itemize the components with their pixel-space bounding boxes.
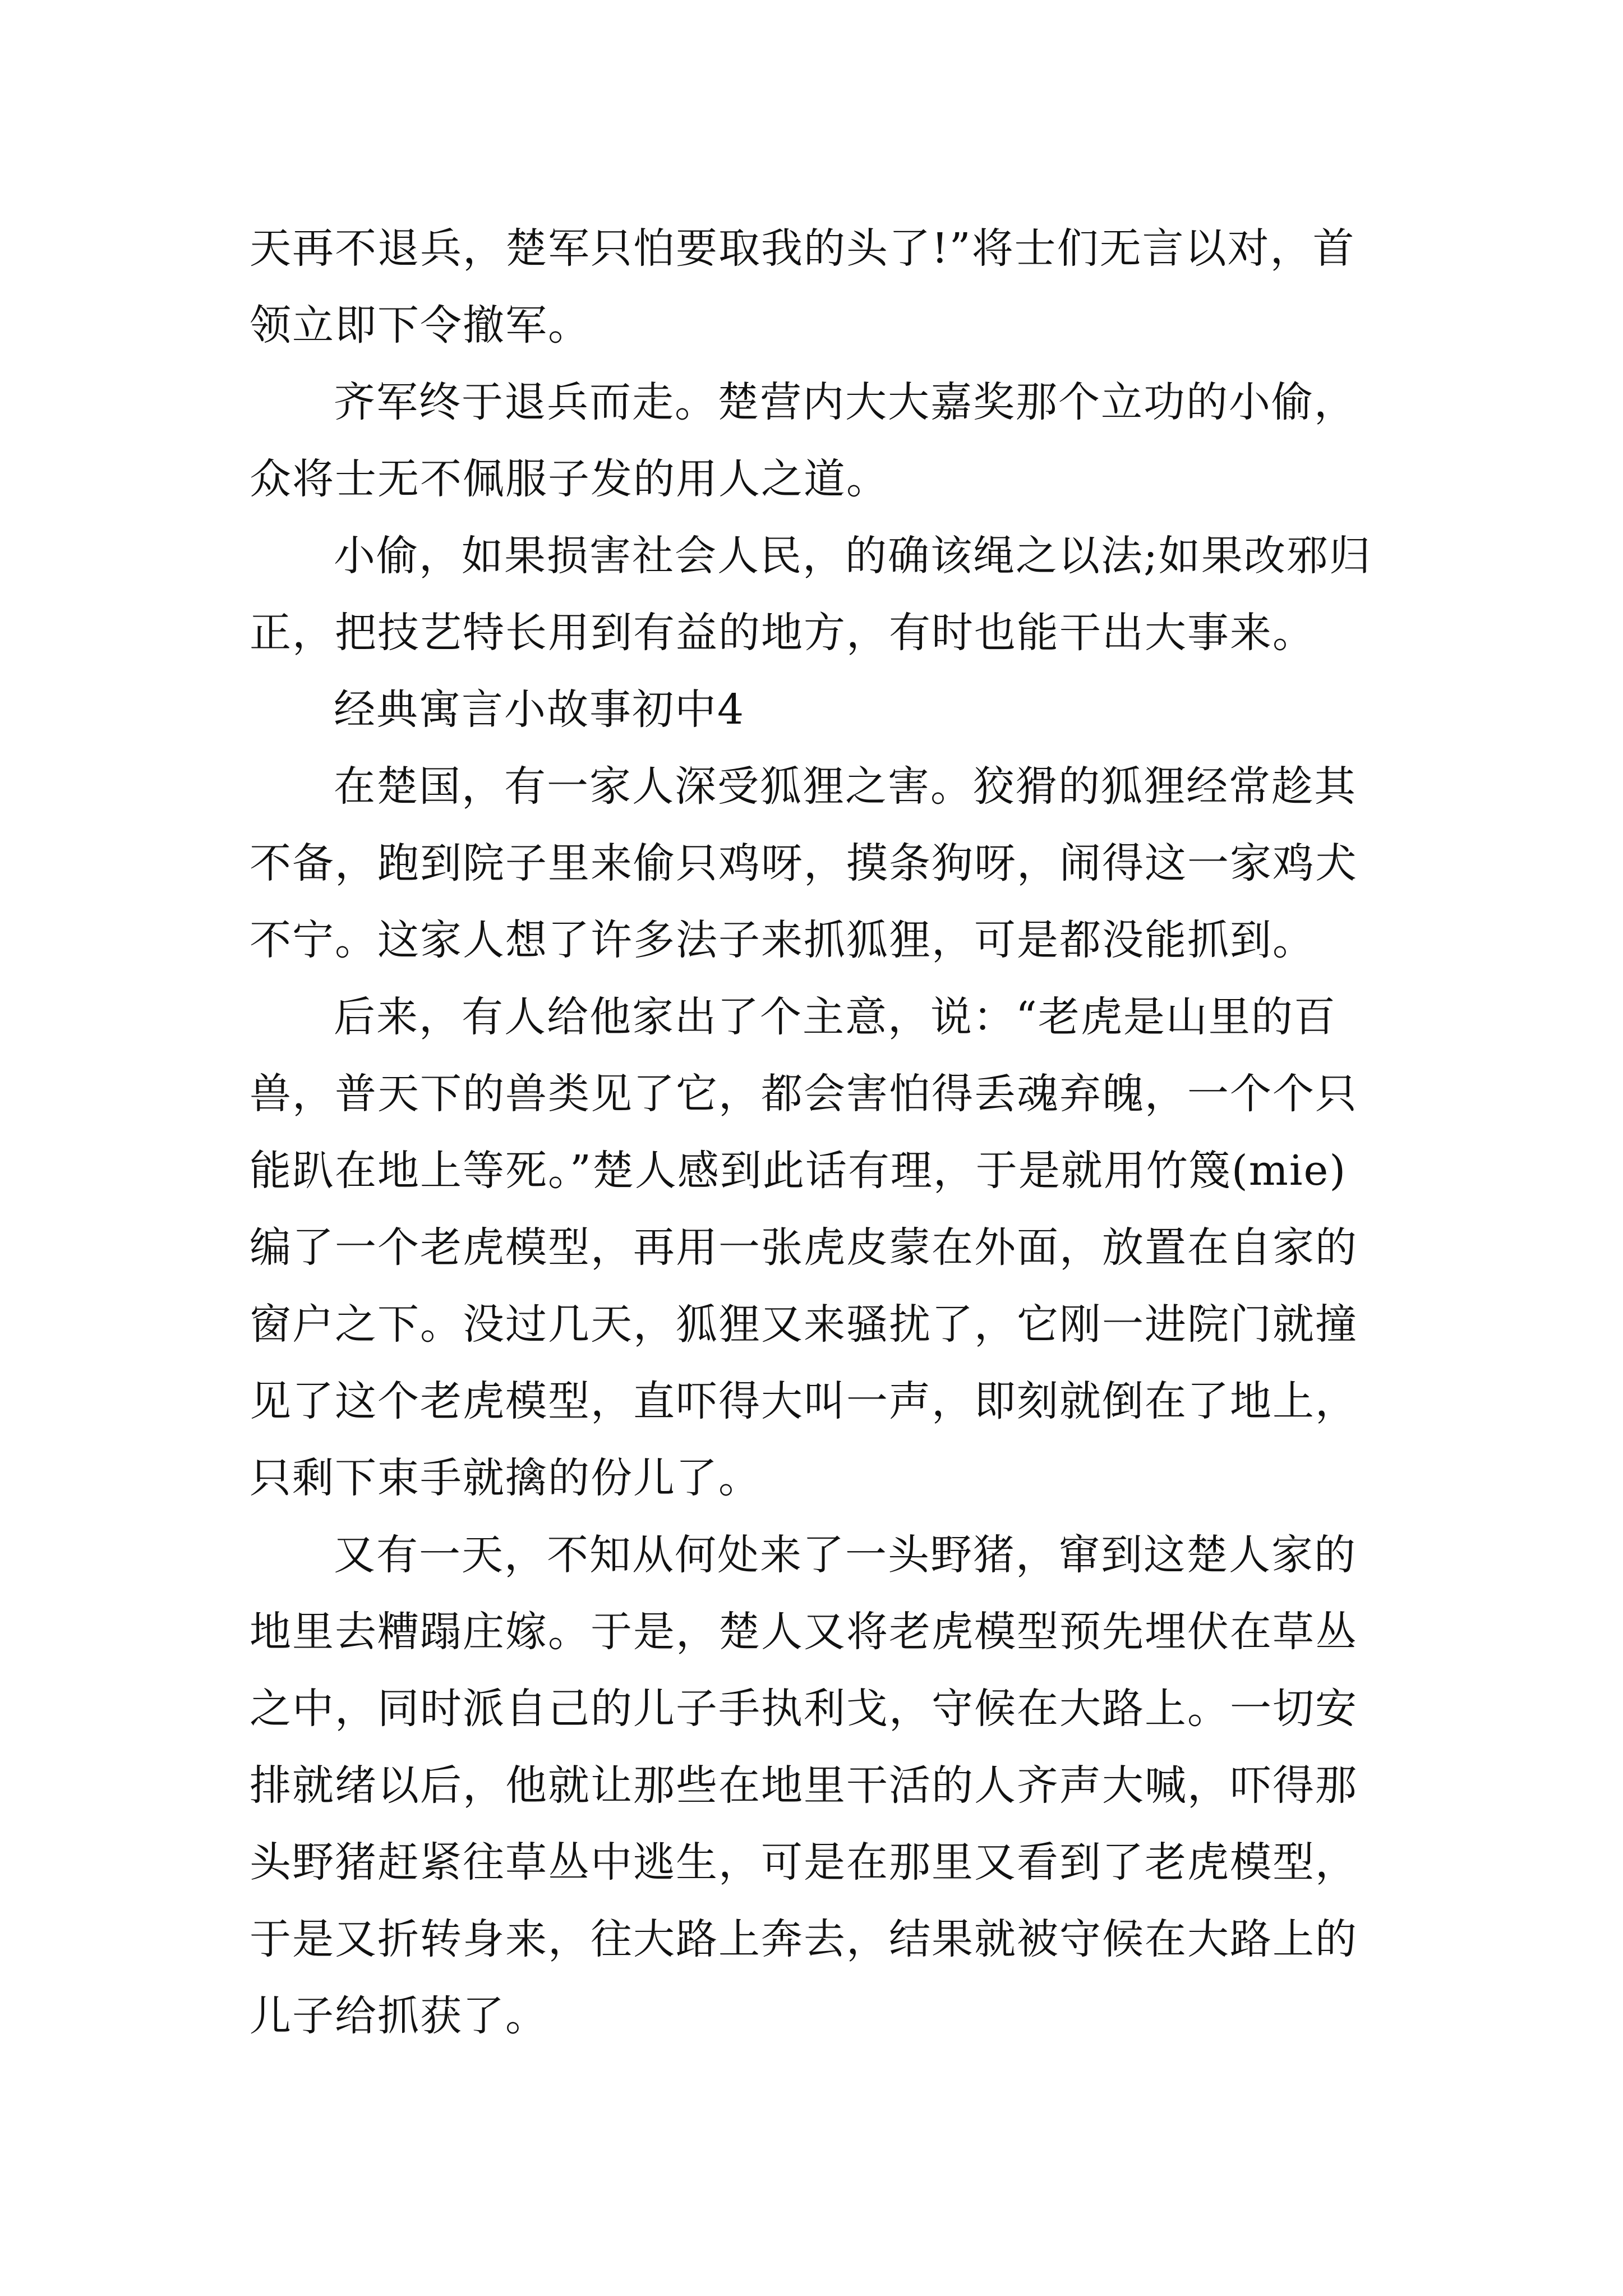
section-heading: 经典寓言小故事初中4 [334,685,745,734]
paragraph-3: 小偷，如果损害社会人民，的确该绳之以法;如果改邪归正，把技艺特长用到有益的地方，有时也能干出大事来。 [250,532,1372,657]
document-body [250,210,1374,2055]
paragraph-2: 齐军终于退兵而走。楚营内大大嘉奖那个立功的小偷，众将士无不佩服子发的用人之道。 [250,378,1357,503]
paragraph-5: 后来，有人给他家出了个主意，说：“老虎是山里的百兽，普天下的兽类见了它，都会害怕得丢魂弃魄，一个个只能趴在地上等死。”楚人感到此话有理，于是就用竹篾(mie)编了一个老虎模型，再用一张虎皮蒙在外面，放置在自家的窗户之下。没过几天，狐狸又来骚扰了，它刚一进院门就撞见了这个老虎模型，直吓得大叫一声，即刻就倒在了地上，只剩下束手就擒的份儿了。 [250,993,1358,1502]
paragraph-4: 在楚国，有一家人深受狐狸之害。狡猾的狐狸经常趁其不备，跑到院子里来偷只鸡呀，摸条狗呀，闹得这一家鸡犬不宁。这家人想了许多法子来抓狐狸，可是都没能抓到。 [250,762,1358,964]
paragraph-6: 又有一天，不知从何处来了一头野猪，窜到这楚人家的地里去糟蹋庄嫁。于是，楚人又将老虎模型预先埋伏在草丛之中，同时派自己的儿子手执利戈，守候在大路上。一切安排就绪以后，他就让那些在地里干活的人齐声大喊，吓得那头野猪赶紧往草丛中逃生，可是在那里又看到了老虎模型，于是又折转身来，往大路上奔去，结果就被守候在大路上的儿子给抓获了。 [250,1531,1358,2040]
paragraph-1: 天再不退兵，楚军只怕要取我的头了!”将士们无言以对，首领立即下令撤军。 [250,224,1355,349]
